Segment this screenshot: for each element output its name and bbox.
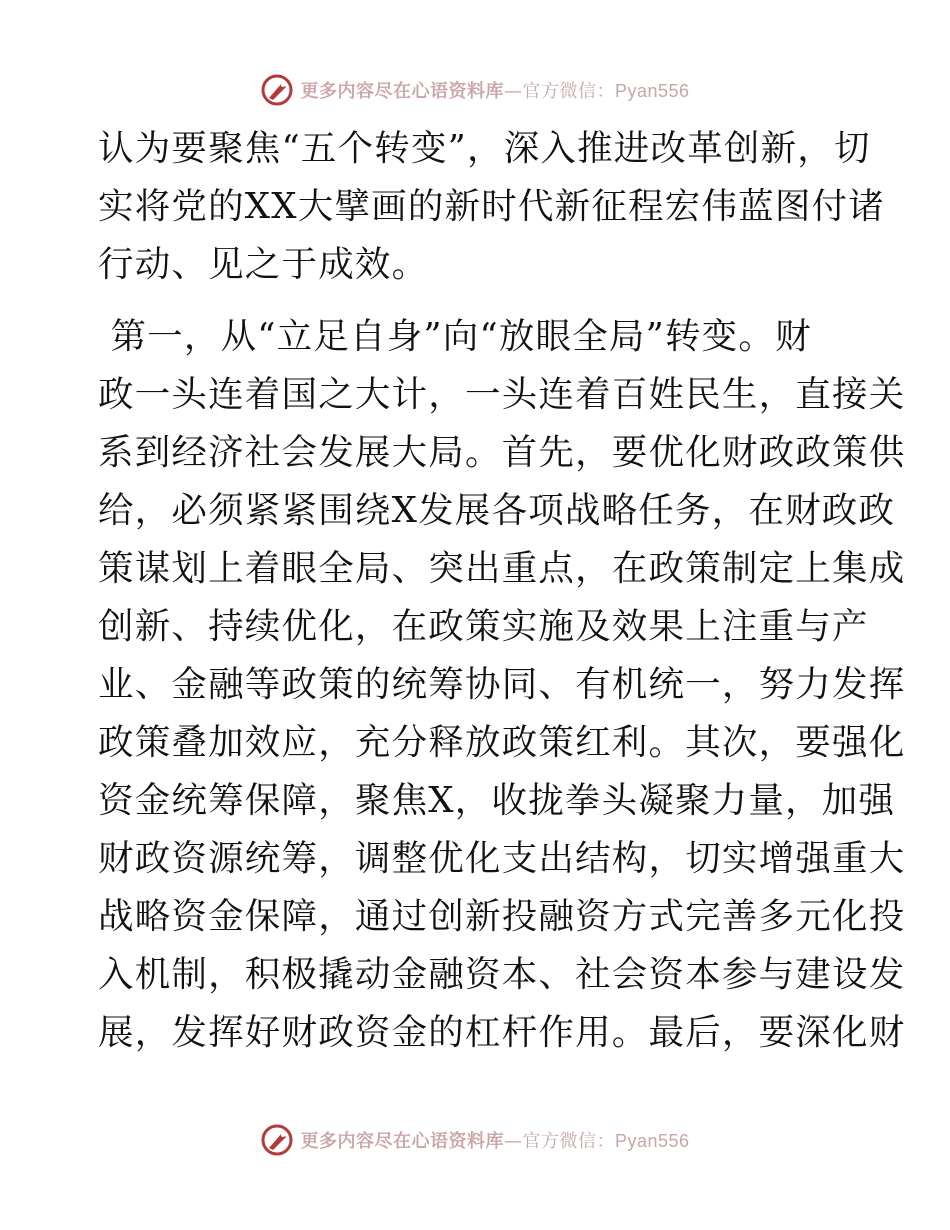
text-line: 第一，从“立足自身”向“放眼全局”转变。财 [98,316,812,357]
watermark-text [300,77,689,103]
text-line: 实将党的XX大擘画的新时代新征程宏伟蓝图付诸 [98,186,885,227]
watermark-title: 更多内容尽在心语资料库 [300,1131,504,1152]
text-line: 入机制，积极撬动金融资本、社会资本参与建设发 [98,954,906,995]
pen-nib-logo-icon [260,1123,294,1157]
text-line: 战略资金保障，通过创新投融资方式完善多元化投 [98,896,906,937]
text-line: 政策叠加效应，充分释放政策红利。其次，要强化 [98,722,906,763]
text-line: 业、金融等政策的统筹协同、有机统一，努力发挥 [98,664,906,705]
text-line: 策谋划上着眼全局、突出重点，在政策制定上集成 [98,548,906,589]
header-watermark [0,70,950,110]
text-line: 展，发挥好财政资金的杠杆作用。最后，要深化财 [98,1012,906,1053]
text-line: 政一头连着国之大计，一头连着百姓民生，直接关 [98,374,906,415]
watermark-label: 官方微信： [522,81,615,102]
watermark-text [300,1127,689,1153]
text-line: 创新、持续优化，在政策实施及效果上注重与产 [98,606,869,647]
footer-watermark [0,1120,950,1160]
text-line: 系到经济社会发展大局。首先，要优化财政政策供 [98,432,906,473]
watermark-label: 官方微信： [522,1131,615,1152]
text-line: 财政资源统筹，调整优化支出结构，切实增强重大 [98,838,906,879]
paragraph-2 [98,308,906,1062]
watermark-id: Pyan556 [614,81,690,101]
text-line: 行动、见之于成效。 [98,244,429,285]
watermark-dash: — [503,1131,523,1152]
paragraph-1 [98,120,885,294]
pen-nib-logo-icon [260,73,294,107]
text-line: 认为要聚焦“五个转变”，深入推进改革创新，切 [98,128,871,169]
paragraph-gap [98,294,858,308]
watermark-dash: — [503,81,523,102]
text-line: 给，必须紧紧围绕X发展各项战略任务，在财政政 [98,490,896,531]
watermark-id: Pyan556 [614,1131,690,1151]
document-body [98,120,906,1062]
watermark-title: 更多内容尽在心语资料库 [300,81,504,102]
text-line: 资金统筹保障，聚焦X，收拢拳头凝聚力量，加强 [98,780,896,821]
